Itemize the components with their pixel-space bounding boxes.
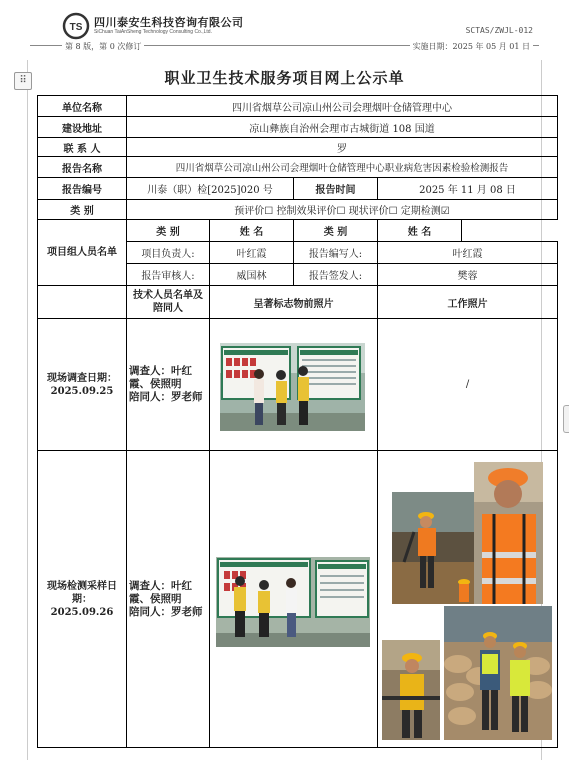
report-writer-name: 叶红霞 <box>378 242 558 264</box>
row-unit-name <box>38 96 558 117</box>
category-value: 预评价☐ 控制效果评价☐ 现状评价☐ 定期检测☑ <box>127 200 558 220</box>
sampling-escort: 陪同人：罗老师 <box>129 605 203 618</box>
sampling-work-photo-2 <box>474 462 543 604</box>
row-photos-header <box>38 286 558 319</box>
report-name-label: 报告名称 <box>38 157 127 178</box>
sampling-date: 2025.09.26 <box>50 606 114 618</box>
survey-signboard-photo <box>220 343 365 431</box>
document-title: 职业卫生技术服务项目网上公示单 <box>164 69 405 87</box>
company-logo <box>62 12 90 40</box>
sampling-work-photo-1 <box>392 492 474 604</box>
address-label: 建设地址 <box>38 117 127 138</box>
staff-name-header-2: 姓 名 <box>378 220 462 242</box>
report-time-label: 报告时间 <box>294 178 378 200</box>
report-name-value: 四川省烟草公司凉山州公司会理烟叶仓储管理中心职业病危害因素检验检测报告 <box>127 157 558 178</box>
unit-name-value: 四川省烟草公司凉山州公司会理烟叶仓储管理中心 <box>127 96 558 117</box>
photos-header-blank <box>38 286 127 319</box>
address-value: 凉山彝族自治州会理市古城街道 108 国道 <box>127 117 558 138</box>
row-staff-header <box>38 220 558 242</box>
project-lead-label: 项目负责人: <box>127 242 210 264</box>
sampling-signboard-photo <box>216 557 370 647</box>
report-writer-label: 报告编写人: <box>294 242 378 264</box>
survey-date-cell <box>38 319 127 451</box>
staff-group-label: 项目组人员名单 <box>38 220 127 286</box>
report-reviewer-name: 威国林 <box>210 264 294 286</box>
side-panel-handle[interactable] <box>563 405 569 433</box>
category-label: 类 别 <box>38 200 127 220</box>
report-time-value: 2025 年 11 月 08 日 <box>378 178 558 200</box>
survey-escort: 陪同人：罗老师 <box>129 391 203 403</box>
survey-date: 2025.09.25 <box>50 385 114 397</box>
row-category <box>38 200 558 220</box>
report-signer-label: 报告签发人: <box>294 264 378 286</box>
row-report-no <box>38 178 558 200</box>
sampling-work-photo-4 <box>444 606 552 740</box>
edition-label: 第 8 版，第 0 次修订 <box>62 41 144 52</box>
survey-work-photo-placeholder: / <box>465 379 470 390</box>
report-no-label: 报告编号 <box>38 178 127 200</box>
survey-work-photo-cell <box>378 319 558 451</box>
report-reviewer-label: 报告审核人: <box>127 264 210 286</box>
row-contact <box>38 138 558 157</box>
implementation-date: 实施日期：2025 年 05 月 01 日 <box>410 41 533 52</box>
report-signer-name: 樊蓉 <box>378 264 558 286</box>
unit-name-label: 单位名称 <box>38 96 127 117</box>
survey-staff: 调查人：叶红霞、侯照明 <box>129 365 192 390</box>
sampling-staff: 调查人：叶红霞、侯照明 <box>129 579 192 605</box>
row-address <box>38 117 558 138</box>
staff-type-header-2: 类 别 <box>294 220 378 242</box>
survey-date-label: 现场调查日期： <box>47 372 117 384</box>
staff-name-header: 姓 名 <box>210 220 294 242</box>
row-report-name <box>38 157 558 178</box>
document-code: SCTAS/ZWJL-012 <box>465 26 533 35</box>
sampling-work-photo-3 <box>382 640 440 740</box>
table-move-handle-icon[interactable]: ⠿ <box>14 72 32 90</box>
svg-text:TS: TS <box>69 22 83 33</box>
report-no-value: 川泰（职）检[2025]020 号 <box>127 178 294 200</box>
sampling-date-label: 现场检测采样日期： <box>47 580 117 605</box>
project-lead-name: 叶红霞 <box>210 242 294 264</box>
sampling-staff-cell <box>127 451 210 748</box>
company-name-cn: 四川泰安生科技咨询有限公司 <box>94 16 244 29</box>
work-photo-header: 工作照片 <box>378 286 558 319</box>
staff-spare-cell <box>462 220 558 242</box>
logo-photo-header: 呈著标志物前照片 <box>210 286 378 319</box>
sampling-date-cell <box>38 451 127 748</box>
staff-type-header: 类 别 <box>127 220 210 242</box>
contact-value: 罗 <box>127 138 558 157</box>
contact-label: 联 系 人 <box>38 138 127 157</box>
company-name-en: SiChuan TaiAnSheng Technology Consulting Co.,Ltd. <box>94 29 212 35</box>
staff-escort-header: 技术人员名单及陪同人 <box>127 286 210 319</box>
survey-staff-cell <box>127 319 210 451</box>
